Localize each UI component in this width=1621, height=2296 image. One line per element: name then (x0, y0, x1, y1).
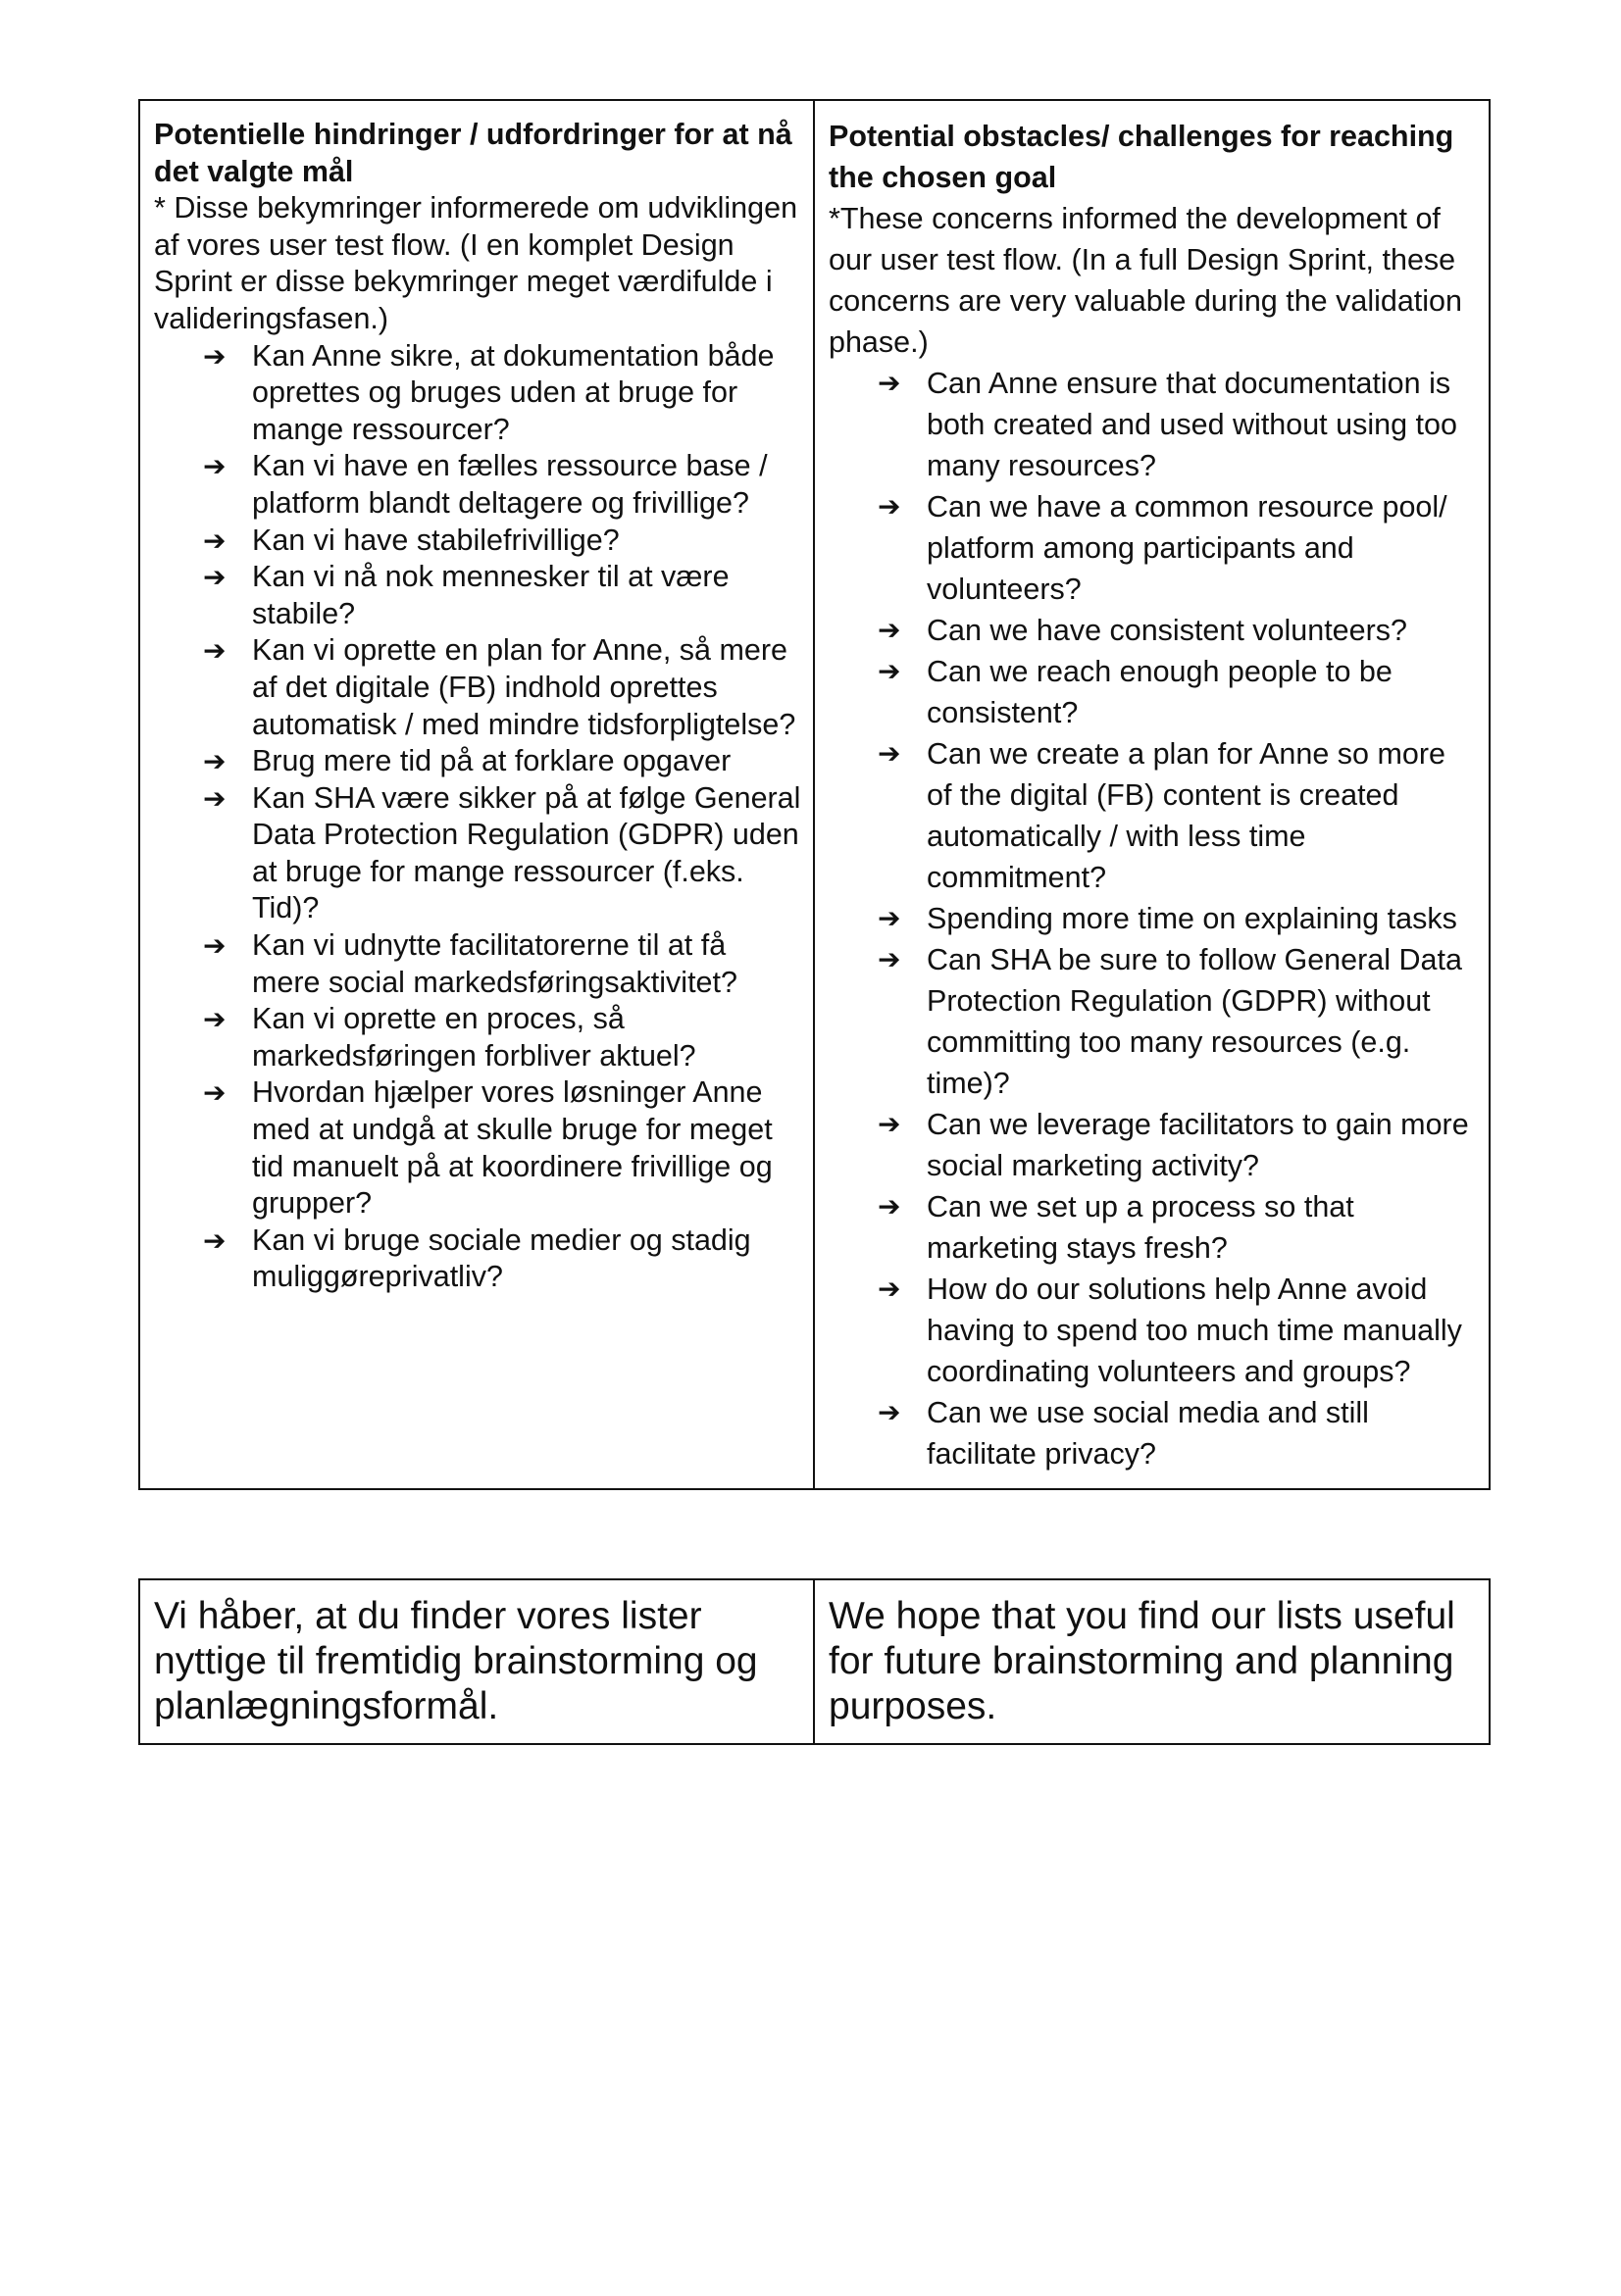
english-closing-text: We hope that you find our lists useful for future brainstorming and planning purposes. (814, 1579, 1490, 1744)
english-obstacle-item (829, 1392, 1477, 1474)
arrow-bullet-icon: ➔ (878, 737, 901, 770)
danish-obstacle-item (154, 632, 801, 743)
danish-obstacle-text: Kan vi have stabilefrivillige? (252, 523, 620, 557)
arrow-bullet-icon: ➔ (203, 929, 227, 963)
danish-obstacles-cell (139, 100, 814, 1489)
english-obstacle-text: Can we reach enough people to be consistent? (927, 655, 1393, 729)
closing-table-row (139, 1579, 1490, 1744)
arrow-bullet-icon: ➔ (203, 1003, 227, 1036)
danish-obstacle-list (154, 338, 801, 1296)
danish-obstacle-text: Kan vi oprette en plan for Anne, så mere af det digitale (FB) indhold oprettes automatisk / med mindre tidsforpligtelse? (252, 633, 796, 741)
english-obstacle-item (829, 939, 1477, 1104)
english-obstacle-text: Can we use social media and still facilitate privacy? (927, 1396, 1369, 1471)
english-obstacle-list (829, 363, 1477, 1474)
danish-obstacle-text: Kan vi udnytte facilitatorerne til at få mere social markedsføringsaktivitet? (252, 928, 737, 999)
danish-obstacle-text: Hvordan hjælper vores løsninger Anne med at undgå at skulle bruge for meget tid manuelt på at koordinere frivillige og grupper? (252, 1075, 773, 1221)
arrow-bullet-icon: ➔ (878, 490, 901, 523)
obstacles-table-row (139, 100, 1490, 1489)
english-obstacle-item (829, 486, 1477, 610)
arrow-bullet-icon: ➔ (203, 745, 227, 778)
danish-obstacle-text: Kan vi bruge sociale medier og stadig muliggøreprivatliv? (252, 1223, 751, 1294)
obstacles-table (138, 99, 1491, 1490)
danish-obstacle-text: Kan SHA være sikker på at følge General Data Protection Regulation (GDPR) uden at bruge for mange ressourcer (f.eks. Tid)? (252, 780, 801, 925)
arrow-bullet-icon: ➔ (878, 655, 901, 687)
danish-heading: Potentielle hindringer / udfordringer for at nå det valgte mål (154, 118, 792, 188)
english-obstacle-item (829, 1269, 1477, 1392)
english-obstacle-item (829, 733, 1477, 898)
arrow-bullet-icon: ➔ (203, 1223, 227, 1257)
arrow-bullet-icon: ➔ (203, 524, 227, 557)
english-obstacle-item (829, 610, 1477, 651)
english-obstacle-text: Can we leverage facilitators to gain more social marketing activity? (927, 1108, 1469, 1182)
danish-obstacle-text: Kan vi oprette en proces, så markedsføringen forbliver aktuel? (252, 1002, 696, 1073)
danish-obstacle-text: Kan Anne sikre, at dokumentation både oprettes og bruges uden at bruge for mange ressourcer? (252, 338, 775, 446)
english-obstacle-text: Can we set up a process so that marketing stays fresh? (927, 1190, 1354, 1265)
arrow-bullet-icon: ➔ (878, 1273, 901, 1305)
danish-note: * Disse bekymringer informerede om udviklingen af vores user test flow. (I en komplet Design Sprint er disse bekymringer meget værdifulde i valideringsfasen.) (154, 191, 798, 335)
arrow-bullet-icon: ➔ (203, 450, 227, 483)
arrow-bullet-icon: ➔ (878, 1396, 901, 1428)
arrow-bullet-icon: ➔ (878, 1190, 901, 1223)
english-obstacle-text: Can we create a plan for Anne so more of the digital (FB) content is created automatically / with less time commitment? (927, 737, 1445, 894)
closing-table (138, 1578, 1491, 1745)
arrow-bullet-icon: ➔ (203, 781, 227, 815)
danish-obstacle-item (154, 559, 801, 632)
english-obstacle-item (829, 1186, 1477, 1269)
arrow-bullet-icon: ➔ (878, 943, 901, 975)
english-heading: Potential obstacles/ challenges for reaching the chosen goal (829, 120, 1454, 194)
english-obstacle-text: How do our solutions help Anne avoid having to spend too much time manually coordinating volunteers and groups? (927, 1273, 1462, 1388)
danish-obstacle-item (154, 448, 801, 522)
danish-obstacle-item (154, 780, 801, 927)
danish-obstacle-text: Brug mere tid på at forklare opgaver (252, 744, 732, 778)
english-obstacle-item (829, 1104, 1477, 1186)
arrow-bullet-icon: ➔ (878, 367, 901, 399)
arrow-bullet-icon: ➔ (878, 1108, 901, 1140)
english-note: *These concerns informed the development of our user test flow. (In a full Design Sprint, these concerns are very valuable during the validation phase.) (829, 202, 1462, 359)
english-obstacle-text: Can we have a common resource pool/ platform among participants and volunteers? (927, 490, 1447, 606)
danish-obstacle-item (154, 523, 801, 560)
english-obstacle-text: Can SHA be sure to follow General Data Protection Regulation (GDPR) without committing too many resources (e.g. time)? (927, 943, 1462, 1100)
english-obstacle-text: Can we have consistent volunteers? (927, 614, 1407, 647)
arrow-bullet-icon: ➔ (203, 339, 227, 373)
arrow-bullet-icon: ➔ (203, 634, 227, 668)
english-obstacles-cell (814, 100, 1490, 1489)
danish-obstacle-item (154, 927, 801, 1001)
english-obstacle-item (829, 363, 1477, 486)
danish-obstacle-item (154, 1001, 801, 1074)
arrow-bullet-icon: ➔ (878, 614, 901, 646)
danish-closing-text: Vi håber, at du finder vores lister nyttige til fremtidig brainstorming og planlægningsformål. (139, 1579, 814, 1744)
english-obstacle-text: Spending more time on explaining tasks (927, 902, 1457, 935)
danish-obstacle-item (154, 1074, 801, 1222)
english-obstacle-item (829, 898, 1477, 939)
danish-obstacle-text: Kan vi nå nok mennesker til at være stabile? (252, 560, 730, 630)
danish-obstacle-item (154, 1223, 801, 1296)
english-obstacle-item (829, 651, 1477, 733)
danish-obstacle-item (154, 743, 801, 780)
arrow-bullet-icon: ➔ (203, 1076, 227, 1110)
arrow-bullet-icon: ➔ (203, 561, 227, 594)
english-obstacle-text: Can Anne ensure that documentation is both created and used without using too many resources? (927, 367, 1457, 482)
danish-obstacle-text: Kan vi have en fælles ressource base / platform blandt deltagere og frivillige? (252, 449, 768, 520)
arrow-bullet-icon: ➔ (878, 902, 901, 934)
danish-obstacle-item (154, 338, 801, 449)
